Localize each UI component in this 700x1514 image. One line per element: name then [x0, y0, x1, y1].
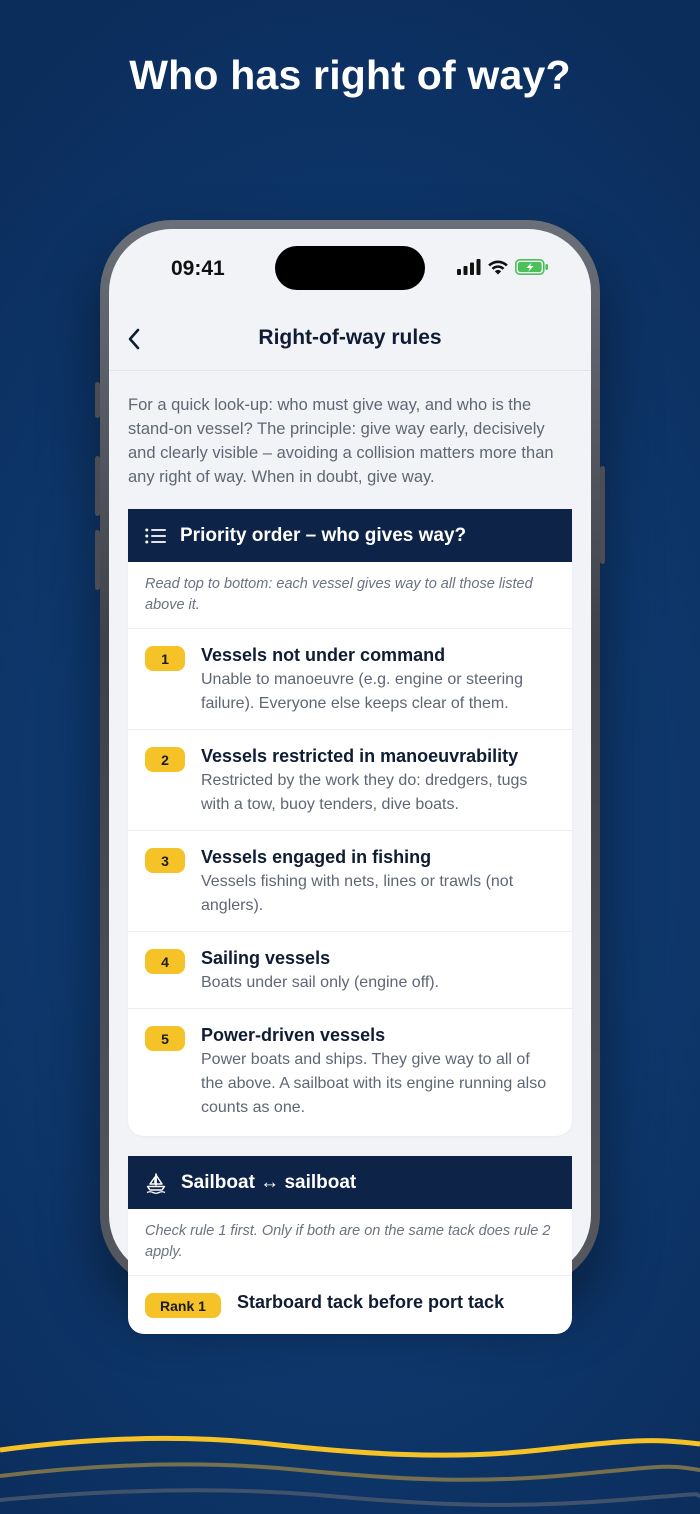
- priority-row: [128, 629, 572, 730]
- sailboat-card-note: Check rule 1 first. Only if both are on the same tack does rule 2 apply.: [128, 1209, 572, 1276]
- row-title: Sailing vessels: [201, 948, 331, 968]
- rank-badge: 5: [145, 1026, 185, 1051]
- volume-up-button: [95, 456, 100, 516]
- content-scroll[interactable]: [109, 371, 591, 1334]
- priority-card-title: Priority order – who gives way?: [180, 524, 467, 546]
- dynamic-island: [275, 246, 425, 290]
- volume-down-button: [95, 530, 100, 590]
- rank-badge: Rank 1: [145, 1293, 221, 1318]
- signal-icon: [457, 259, 481, 275]
- row-title: Starboard tack before port tack: [237, 1292, 505, 1312]
- headline: Who has right of way?: [129, 52, 571, 98]
- battery-icon: [515, 259, 549, 275]
- row-title: Vessels engaged in fishing: [201, 847, 432, 867]
- list-icon: [145, 528, 166, 544]
- sailboat-card-title: Sailboat ↔ sailboat: [181, 1171, 357, 1193]
- row-title: Vessels restricted in manoeuvrability: [201, 746, 519, 766]
- action-button: [95, 382, 100, 418]
- sailboat-card: [128, 1156, 572, 1334]
- priority-card-note: Read top to bottom: each vessel gives way to all those listed above it.: [128, 562, 572, 629]
- rank-badge: 4: [145, 949, 185, 974]
- row-title: Vessels not under command: [201, 645, 446, 665]
- status-icons: [457, 259, 549, 275]
- status-time: 09:41: [171, 257, 225, 280]
- sailboat-row: [128, 1276, 572, 1334]
- rank-badge: 3: [145, 848, 185, 873]
- power-button: [600, 466, 605, 564]
- wifi-icon: [487, 259, 509, 275]
- phone-frame: [100, 220, 600, 1314]
- priority-row: [128, 1009, 572, 1136]
- navigation-bar: [109, 307, 591, 371]
- priority-row: [128, 730, 572, 831]
- row-description: Vessels fishing with nets, lines or trawls (not anglers).: [201, 873, 514, 914]
- intro-text: For a quick look-up: who must give way, and who is the stand-on vessel? The principle: give way early, decisively and clearly visible – avoiding a collision matters more than any right of way. When in doubt, give way.: [128, 396, 554, 486]
- sailboat-card-header: [128, 1156, 572, 1209]
- row-description: Boats under sail only (engine off).: [201, 974, 440, 991]
- priority-card-header: [128, 509, 572, 562]
- row-description: Restricted by the work they do: dredgers, tugs with a tow, buoy tenders, dive boats.: [201, 772, 528, 813]
- priority-row: [128, 932, 572, 1009]
- status-bar: [109, 229, 591, 307]
- decorative-waves: [0, 1420, 700, 1514]
- page-title: Right-of-way rules: [258, 326, 442, 349]
- phone-screen: [109, 229, 591, 1314]
- row-title: Power-driven vessels: [201, 1025, 386, 1045]
- priority-row: [128, 831, 572, 932]
- row-description: Power boats and ships. They give way to all of the above. A sailboat with its engine running also counts as one.: [201, 1051, 547, 1116]
- row-description: Unable to manoeuvre (e.g. engine or steering failure). Everyone else keeps clear of them.: [201, 671, 523, 712]
- priority-card: [128, 509, 572, 1136]
- rank-badge: 2: [145, 747, 185, 772]
- rank-badge: 1: [145, 646, 185, 671]
- sailboat-icon: [145, 1172, 167, 1194]
